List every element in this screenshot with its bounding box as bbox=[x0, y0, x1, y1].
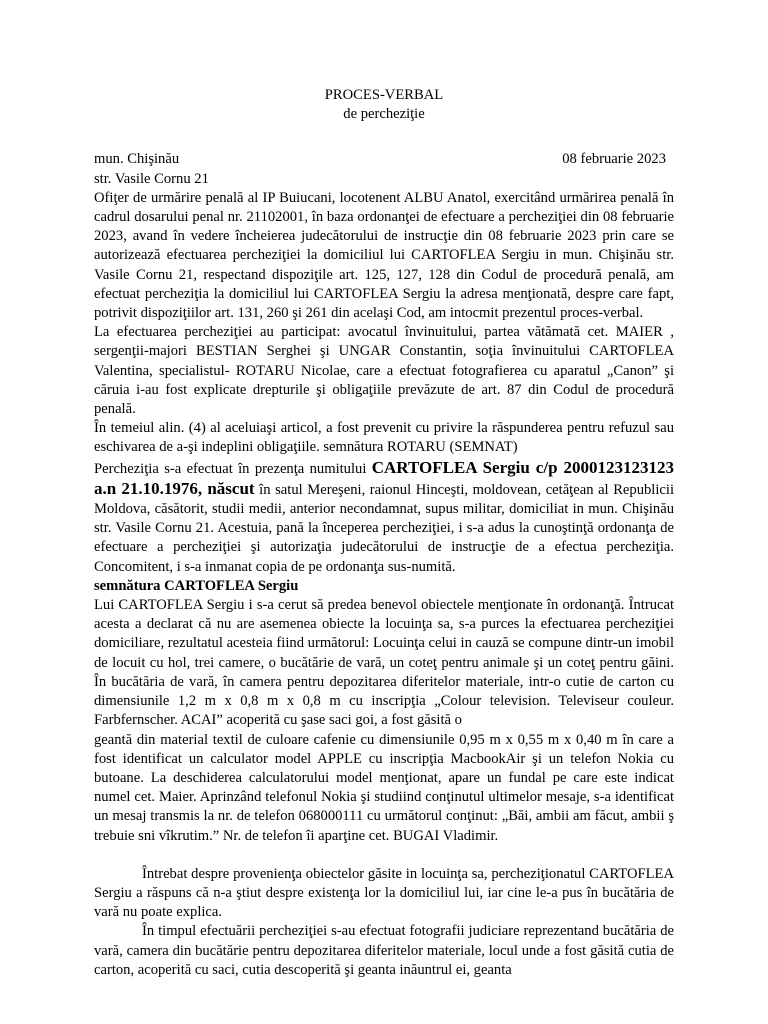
document-page bbox=[94, 86, 674, 980]
suspect-identity: CARTOFLEA Sergiu c/p 2000123123123 a.n 21.10.1976, născut bbox=[94, 457, 674, 498]
paragraph-gap bbox=[94, 846, 674, 865]
place-date-row bbox=[94, 150, 674, 169]
paragraph-presence bbox=[94, 458, 674, 577]
presence-details: în satul Mereşeni, raionul Hinceşti, moldovean, cetăţean al Republicii Moldova, căsătorit, studii medii, anterior necondamnat, supus militar, domiciliat in mun. Chişinău str. Vasile Cornu 21. Acestuia, pană la începerea percheziţiei, i s-a adus la cunoştinţă ordonanţa de efectuare a percheziţiei şi autorizaţia judecătorului de instrucţie de a efectua percheziţia. Concomitent, i s-a inmanat copia de pe ordonanţa sus-numită. bbox=[94, 481, 675, 575]
document-subtitle: de percheziţie bbox=[343, 106, 425, 123]
date-text: 08 februarie 2023 bbox=[562, 151, 666, 168]
paragraph-warning: În temeiul alin. (4) al aceluiaşi articol, a fost prevenit cu privire la răspunderea pentru refuzul sau eschivarea de a-şi indeplini obligaţiile. semnătura ROTARU (SEMNAT) bbox=[94, 420, 674, 456]
paragraph-participants: La efectuarea percheziţiei au participat: avocatul învinuitului, partea vătămată cet. MAIER , sergenţii-majori BESTIAN Serghei şi UNGAR Constantin, soţia învinuitului CARTOFLEA Valentina, specialistul- ROTARU Nicolae, care a efectuat fotografierea cu aparatul „Canon” şi căruia i-au fost explicate drepturile şi obligaţiile prevăzute de art. 87 din Codul de procedură penală. bbox=[94, 324, 674, 418]
document-title: PROCES-VERBAL bbox=[324, 87, 444, 103]
signature-line: semnătura CARTOFLEA Sergiu bbox=[94, 577, 299, 594]
place-text: mun. Chişinău bbox=[94, 151, 180, 168]
paragraph-search-result: Lui CARTOFLEA Sergiu i s-a cerut să predea benevol obiectele menţionate în ordonanţă. Întrucat acesta a declarat că nu are asemenea obiecte la locuinţa sa, s-a purces la efectuarea percheziţiei domiciliare, rezultatul acesteia fiind următorul: Locuinţa celui in cauză se compune dintr-un imobil de locuit cu hol, trei camere, o bucătărie de vară, un coteţ pentru animale şi un coteţ pentru găini. În bucătăria de vară, în camera pentru depozitarea diferitelor materiale, intr-o cutie de carton cu dimensiunile 1,2 m x 0,8 m x 0,8 m cu inscripţia „Colour television. Televiseur couleur. Farbfernscher. ACAI” acoperită cu şase saci goi, a fost găsită o bbox=[94, 597, 674, 729]
presence-intro: Percheziţia s-a efectuat în prezenţa numitului bbox=[94, 460, 372, 477]
street-text: str. Vasile Cornu 21 bbox=[94, 170, 209, 187]
paragraph-officer: Ofiţer de urmărire penală al IP Buiucani, locotenent ALBU Anatol, exercitând urmărirea penală în cadrul dosarului penal nr. 21102001, în baza ordonanţei de efectuare a percheziţiei din 08 februarie 2023, avand în vedere încheierea judecătorului de instrucţie din 08 februarie 2023 prin care se autorizează efectuarea percheziţiei la domiciliul lui CARTOFLEA Sergiu in mun. Chişinău str. Vasile Cornu 21, respectand dispoziţile art. 125, 127, 128 din Codul de procedură penală, am efectuat percheziţia la domiciliul lui CARTOFLEA Sergiu la adresa menţionată, despre care fapt, potrivit dispoziţiilor art. 131, 260 şi 261 din acelaşi Cod, am intocmit prezentul proces-verbal. bbox=[94, 189, 674, 322]
paragraph-photos: În timpul efectuării percheziţiei s-au efectuat fotografii judiciare reprezentand bucătăria de vară, camera din bucătărie pentru depozitarea diferitelor materiale, locul unde a fost găsită cutia de carton, acoperită cu saci, cutia descoperită şi geanta inăuntrul ei, geanta bbox=[94, 923, 674, 978]
paragraph-questioning: Întrebat despre provenienţa obiectelor găsite in locuinţa sa, percheziţionatul CARTOFLEA Sergiu a răspuns că n-a ştiut despre existenţa lor la domiciliul lui, iar cine le-a pus în bucătăria de vară nu poate explica. bbox=[94, 865, 674, 921]
header-spacer bbox=[94, 124, 674, 150]
paragraph-bag-contents: geantă din material textil de culoare cafenie cu dimensiunile 0,95 m x 0,55 m x 0,40 m în care a fost identificat un calculator model APPLE cu inscripţia MacbookAir şi un telefon Nokia cu butoane. La deschiderea calculatorului model menţionat, apare un fundal pe care este indicat numel cet. Maier. Aprinzând telefonul Nokia şi studiind conţinutul ultimelor mesaje, s-a identificat un mesaj transmis la nr. de telefon 068000111 cu următorul conţinut: „Băi, ambii am făcut, ambii ş trebuie sni vîkrutim.” Nr. de telefon îi aparţine cet. BUGAI Vladimir. bbox=[94, 731, 674, 844]
